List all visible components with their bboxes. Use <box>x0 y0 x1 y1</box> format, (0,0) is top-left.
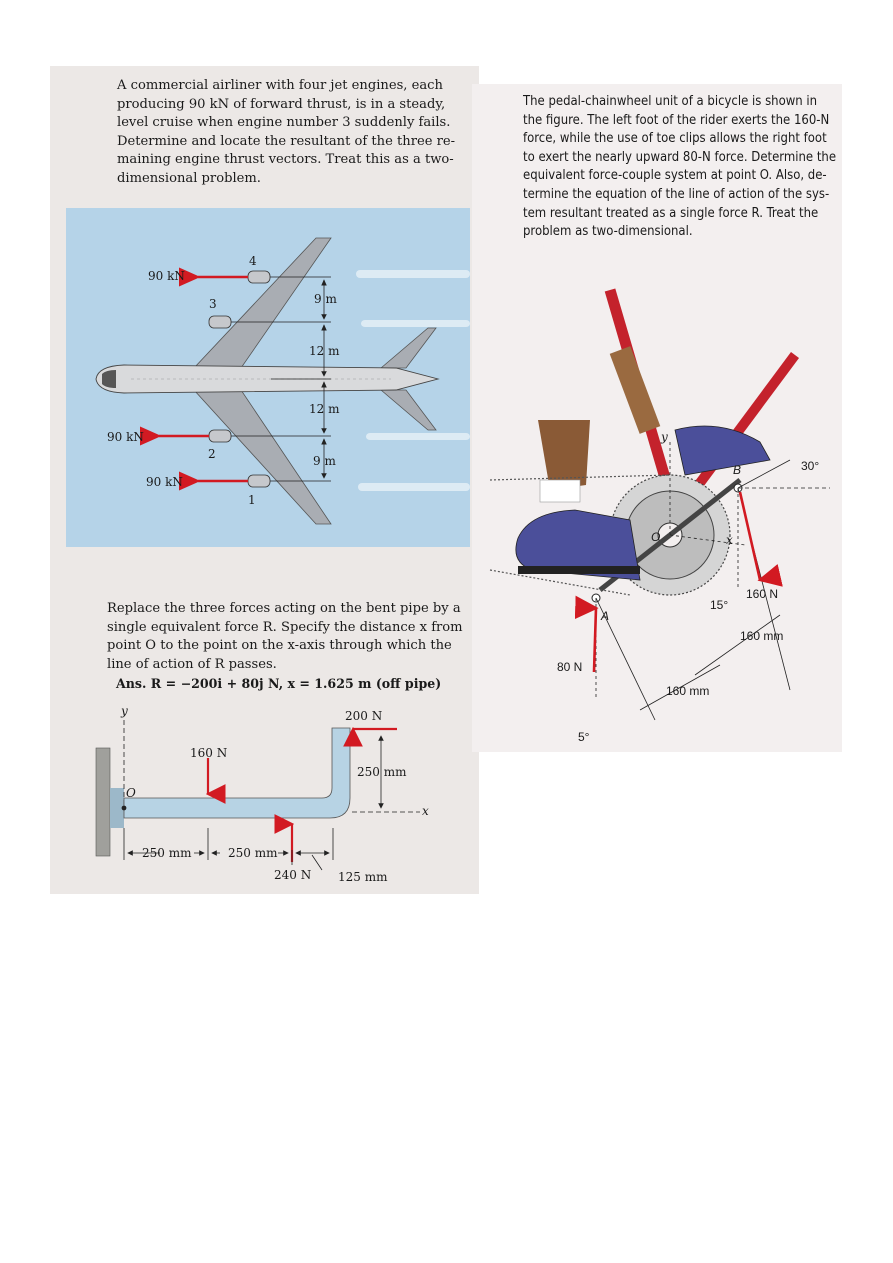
text-line: to exert the nearly upward 80-N force. Determine the <box>523 149 837 165</box>
engine-1 <box>248 475 270 487</box>
engine-2 <box>209 430 231 442</box>
point-B-label: B <box>733 463 742 477</box>
bicycle-figure <box>490 280 840 750</box>
dimension-seg2-label: 250 mm <box>228 846 278 860</box>
dimension-bottom-inner: 12 m <box>309 402 340 416</box>
airliner-figure <box>66 208 470 547</box>
text-line: Replace the three forces acting on the bent pipe by a <box>107 601 461 616</box>
force-label-2: 90 kN <box>107 430 144 444</box>
axis-x-label: x <box>726 533 733 547</box>
force-label-4: 90 kN <box>148 269 185 283</box>
text-line: dimensional problem. <box>117 170 261 186</box>
force-label-1: 90 kN <box>146 475 183 489</box>
force-240-label: 240 N <box>274 868 312 882</box>
point-O-label: O <box>126 786 136 800</box>
force-80-label: 80 N <box>557 660 583 674</box>
dimension-seg3-label: 125 mm <box>338 870 388 884</box>
force-160-arrow <box>740 492 760 580</box>
rider-leg <box>538 420 590 490</box>
dimension-bottom-outer: 9 m <box>313 454 336 468</box>
text-line: single equivalent force R. Specify the distance x from <box>107 619 463 635</box>
text-line: The pedal-chainwheel unit of a bicycle is shown in <box>523 94 818 109</box>
text-line: termine the equation of the line of action of the sys- <box>523 186 830 202</box>
text-line: Determine and locate the resultant of the three re- <box>117 133 456 149</box>
angle-5-label: 5° <box>578 730 590 744</box>
pipe-answer: Ans. R = −200i + 80j N, x = 1.625 m (off pipe) <box>116 676 442 691</box>
pipe-figure <box>90 700 460 890</box>
problem-pipe-text <box>107 600 461 674</box>
dimension-height-label: 250 mm <box>357 765 407 779</box>
point-A-label: A <box>601 609 610 623</box>
axis-y-label: y <box>661 430 668 444</box>
axis-x-label: x <box>422 804 429 818</box>
point-O-label: O <box>651 530 661 544</box>
engine-4 <box>248 271 270 283</box>
axis-y-label: y <box>121 704 128 718</box>
right-leg <box>620 350 650 430</box>
fuselage <box>96 365 438 393</box>
text-line: problem as two-dimensional. <box>523 224 693 240</box>
text-line: level cruise when engine number 3 suddenly fails. <box>117 115 451 131</box>
text-line: the figure. The left foot of the rider exerts the 160-N <box>523 112 830 128</box>
cockpit <box>102 370 116 388</box>
angle-15-label: 15° <box>710 598 729 612</box>
force-160-label: 160 N <box>746 587 779 601</box>
force-80-arrow <box>594 608 596 672</box>
point-O-marker <box>122 806 127 811</box>
engine-label-4: 4 <box>249 254 257 268</box>
left-sole <box>518 566 640 574</box>
text-line: equivalent force-couple system at point O. Also, de- <box>523 168 827 184</box>
engine-label-2: 2 <box>208 447 216 461</box>
text-line: tem resultant treated as a single force R. Treat the <box>523 205 819 221</box>
dimension-lower-label: 160 mm <box>666 684 710 698</box>
text-line: producing 90 kN of forward thrust, is in a steady, <box>117 96 446 112</box>
text-line: maining engine thrust vectors. Treat this as a two- <box>117 152 454 168</box>
dimension-top-outer: 9 m <box>314 292 337 306</box>
wall <box>96 748 110 856</box>
dimension-top-inner: 12 m <box>309 344 340 358</box>
bent-pipe <box>124 728 350 818</box>
text-line: point O to the point on the x-axis through which the <box>107 638 452 654</box>
right-shoe <box>675 426 770 475</box>
angle-30-label: 30° <box>801 459 820 473</box>
sock <box>540 480 580 502</box>
dimension-upper-label: 160 mm <box>740 629 784 643</box>
engine-label-1: 1 <box>248 493 256 507</box>
engine-3 <box>209 316 231 328</box>
force-160-label: 160 N <box>190 746 228 760</box>
dimension-line-upper <box>695 615 780 675</box>
force-200-label: 200 N <box>345 709 383 723</box>
problem-bicycle-text <box>523 93 839 242</box>
engine-label-3: 3 <box>209 297 217 311</box>
dimension-seg1-label: 250 mm <box>142 846 192 860</box>
text-line: A commercial airliner with four jet engines, each <box>117 78 443 93</box>
text-line: force, while the use of toe clips allows the right foot <box>523 131 827 147</box>
text-line: line of action of R passes. <box>107 656 277 672</box>
problem-airliner-text <box>117 77 467 189</box>
